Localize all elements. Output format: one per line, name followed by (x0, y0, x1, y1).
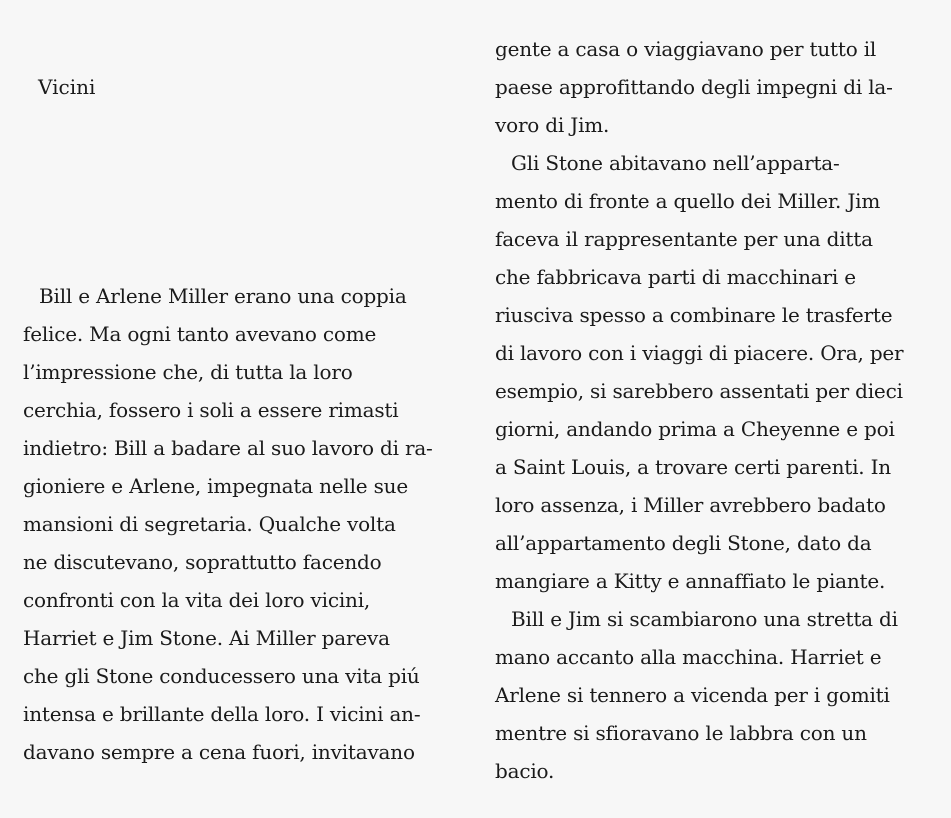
left-column (23, 277, 453, 771)
text-line: di lavoro con i viaggi di piacere. Ora, per (495, 341, 904, 365)
text-line: ne discutevano, soprattutto facendo (23, 550, 382, 574)
text-line: mano accanto alla macchina. Harriet e (495, 645, 882, 669)
text-line: mangiare a Kitty e annaffiato le piante. (495, 569, 886, 593)
text-line: mansioni di segretaria. Qualche volta (23, 512, 396, 536)
text-line: bacio. (495, 759, 555, 783)
text-line: giorni, andando prima a Cheyenne e poi (495, 417, 895, 441)
text-line: all’appartamento degli Stone, dato da (495, 531, 872, 555)
text-line: l’impressione che, di tutta la loro (23, 360, 353, 384)
text-line: paese approfittando degli impegni di la- (495, 75, 893, 99)
text-line: esempio, si sarebbero assentati per dieci (495, 379, 903, 403)
text-line: a Saint Louis, a trovare certi parenti. In (495, 455, 891, 479)
text-line: Gli Stone abitavano nell’apparta- (511, 151, 840, 175)
text-line: faceva il rappresentante per una ditta (495, 227, 873, 251)
text-line: mentre si sfioravano le labbra con un (495, 721, 867, 745)
chapter-title: Vicini (38, 75, 96, 99)
text-line: che fabbricava parti di macchinari e (495, 265, 856, 289)
text-line: gioniere e Arlene, impegnata nelle sue (23, 474, 408, 498)
text-line: loro assenza, i Miller avrebbero badato (495, 493, 886, 517)
text-line: Bill e Jim si scambiarono una stretta di (511, 607, 898, 631)
text-line: confronti con la vita dei loro vicini, (23, 588, 371, 612)
text-line: indietro: Bill a badare al suo lavoro di ra- (23, 436, 433, 460)
text-line: Bill e Arlene Miller erano una coppia (39, 284, 407, 308)
text-line: che gli Stone conducessero una vita piú (23, 664, 420, 688)
text-line: gente a casa o viaggiavano per tutto il (495, 37, 877, 61)
text-line: voro di Jim. (495, 113, 610, 137)
text-line: mento di fronte a quello dei Miller. Jim (495, 189, 881, 213)
text-line: intensa e brillante della loro. I vicini an- (23, 702, 421, 726)
text-line: felice. Ma ogni tanto avevano come (23, 322, 377, 346)
right-column (495, 30, 925, 790)
text-line: Harriet e Jim Stone. Ai Miller pareva (23, 626, 390, 650)
text-line: davano sempre a cena fuori, invitavano (23, 740, 415, 764)
text-line: cerchia, fossero i soli a essere rimasti (23, 398, 399, 422)
text-line: Arlene si tennero a vicenda per i gomiti (495, 683, 890, 707)
text-line: riusciva spesso a combinare le trasferte (495, 303, 893, 327)
